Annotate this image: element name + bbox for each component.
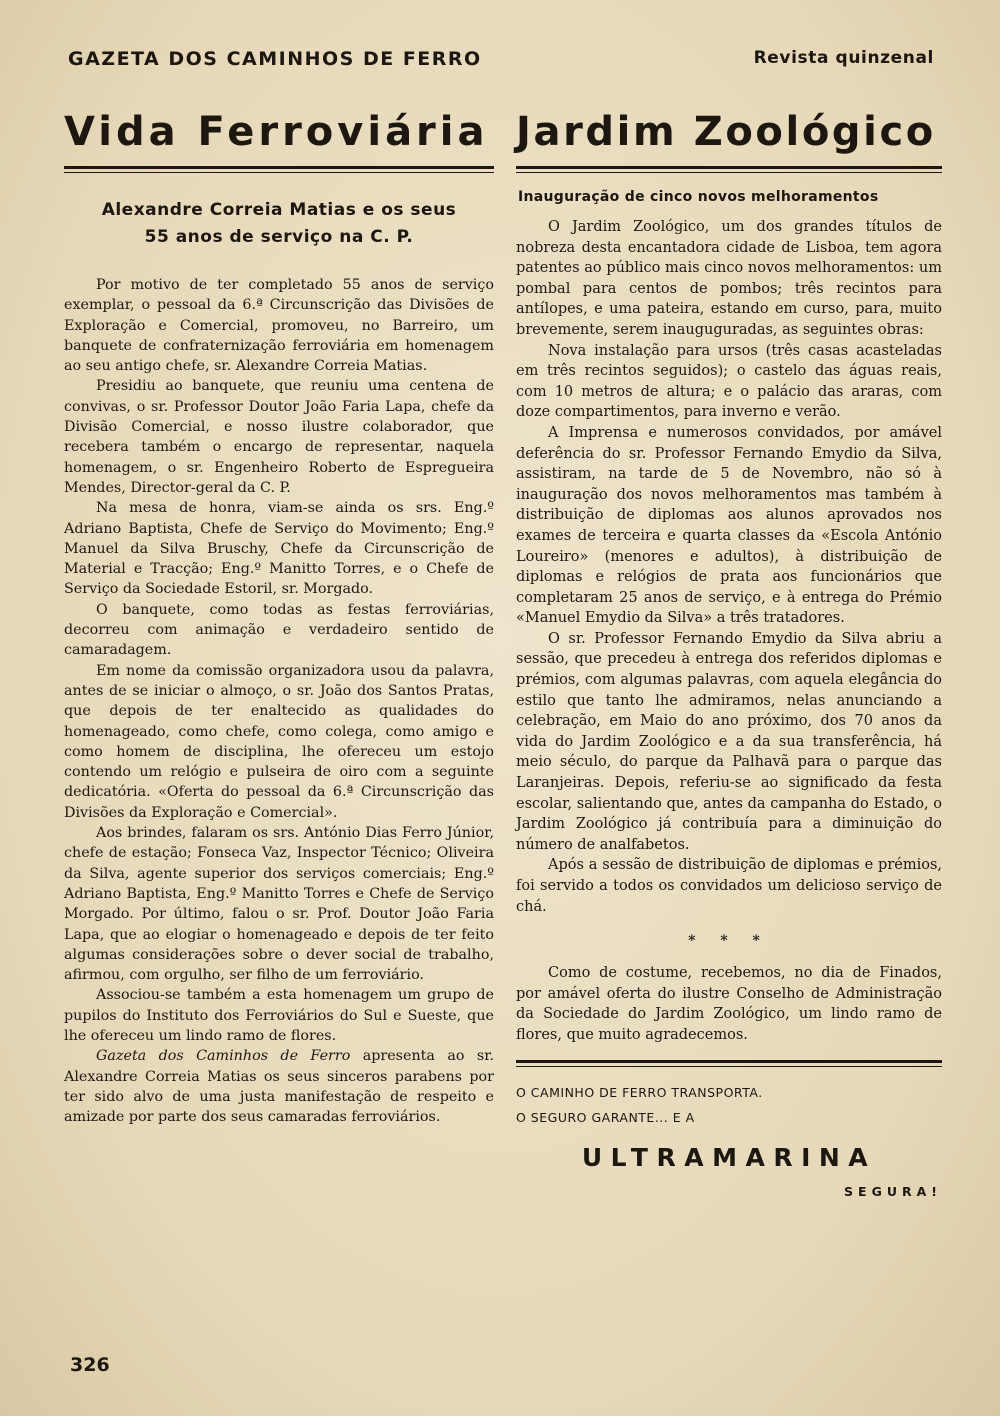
title-rule-thin (516, 172, 942, 173)
section-separator: * * * (688, 933, 770, 950)
thanks-note: Como de costume, recebemos, no dia de Finados, por amável oferta do ilustre Conselho de Administração da Sociedade do Jardim Zoológico, um lindo ramo de flores, que muito agradecemos. (516, 965, 942, 1043)
title-rule (64, 166, 494, 169)
article-title: Inauguração de cinco novos melhoramentos (518, 189, 879, 205)
paragraph: Por motivo de ter completado 55 anos de serviço exemplar, o pessoal da 6.ª Circunscrição das Divisões de Exploração e Comercial, promoveu, no Barreiro, um banquete de confraternização ferroviária em homenagem ao seu antigo chefe, sr. Alexandre Correia Matias. (64, 277, 494, 375)
title-rule-thin (64, 172, 494, 173)
right-column (516, 104, 942, 1199)
closing-paragraph (64, 1046, 494, 1127)
paragraph: Após a sessão de distribuição de diplomas e prémios, foi servido a todos os convidados um delicioso serviço de chá. (516, 857, 942, 915)
publication-name-italic: Gazeta dos Caminhos de Ferro (96, 1048, 351, 1065)
advert-slogan: SEGURA! (844, 1183, 942, 1199)
paragraph: Em nome da comissão organizadora usou da palavra, antes de se iniciar o almoço, o sr. João dos Santos Pratas, que depois de ter enaltecido as qualidades do homenageado, como chefe, como colega, como amigo e como homem de disciplina, lhe ofereceu um estojo contendo um relógio e pulseira de oiro com a seguinte dedicatória. «Oferta do pessoal da 6.ª Circunscrição das Divisões da Exploração e Comercial». (64, 662, 494, 821)
periodicity-label: Revista quinzenal (753, 48, 934, 68)
paragraph: O banquete, como todas as festas ferroviárias, decorreu com animação e verdadeiro sentido de camaradagem. (64, 601, 494, 659)
article-title-line: 55 anos de serviço na C. P. (144, 227, 414, 247)
closing-text: apresenta ao sr. Alexandre Correia Matias os seus sinceros parabens por ter sido alvo de uma justa manifestação de respeito e amizade por parte dos seus camaradas ferroviários. (64, 1048, 495, 1126)
paragraph: Presidiu ao banquete, que reuniu uma centena de convivas, o sr. Professor Doutor João Faria Lapa, chefe da Divisão Comercial, e nosso ilustre colaborador, que recebera também o encargo de representar, naquela homenagem, o sr. Engenheiro Roberto de Espregueira Mendes, Director-geral da C. P. (64, 378, 494, 496)
paragraph: O sr. Professor Fernando Emydio da Silva abriu a sessão, que precedeu à entrega dos referidos diplomas e prémios, com algumas palavras, com aquela elegância do estilo que tanto lhe admiramos, nelas anunciando a celebração, em Maio do ano próximo, dos 70 anos da vida do Jardim Zoológico e a da sua transferência, há meio século, do parque da Palhavã para o parque das Laranjeiras. Depois, referiu-se ao significado da festa escolar, salientando que, antes da campanha do Estado, o Jardim Zoológico já contribuía para a diminuição do número de analfabetos. (516, 630, 942, 853)
paragraph: A Imprensa e numerosos convidados, por amável deferência do sr. Professor Fernando Emydio da Silva, assistiram, na tarde de 5 de Novembro, não só à inauguração dos novos melhoramentos mas também à distribuição de diplomas aos alunos aprovados nos exames de terceira e quarta classes da «Escola António Loureiro» (menores e adultos), à distribuição de diplomas e relógios de prata aos funcionários que completaram 25 anos de serviço, e à entrega do Prémio «Manuel Emydio da Silva» a três tratadores. (516, 424, 942, 627)
advert-rule (516, 1060, 942, 1063)
advert-brand: ULTRAMARINA (581, 1142, 877, 1172)
left-column (64, 104, 494, 1127)
publication-title: GAZETA DOS CAMINHOS DE FERRO (68, 48, 482, 70)
paragraph: Associou-se também a esta homenagem um grupo de pupilos do Instituto dos Ferroviários do Sul e Sueste, que lhe ofereceu um lindo ramo de flores. (64, 987, 494, 1044)
paragraph: Nova instalação para ursos (três casas acasteladas em três recintos seguidos); o castelo das águas reais, com 10 metros de altura; e o palácio das araras, com doze compartimentos, para inverno e verão. (516, 342, 942, 421)
section-title-vida-ferroviaria: Vida Ferroviária (64, 109, 489, 155)
article-title-line: Alexandre Correia Matias e os seus (101, 200, 457, 220)
advert-rule-thin (516, 1066, 942, 1067)
section-title-jardim-zoologico: Jardim Zoológico (516, 109, 936, 155)
article-title (64, 197, 494, 251)
paragraph: Na mesa de honra, viam-se ainda os srs. Eng.º Adriano Baptista, Chefe de Serviço do Movimento; Eng.º Manuel da Silva Bruschy, Chefe da Circunscrição de Material e Tracção; Eng.º Manitto Torres, e o Chefe de Serviço da Sociedade Estoril, sr. Morgado. (64, 500, 494, 598)
advert-line: O SEGURO GARANTE... E A (516, 1109, 695, 1125)
paragraph: Aos brindes, falaram os srs. António Dias Ferro Júnior, chefe de estação; Fonseca Vaz, Inspector Técnico; Oliveira da Silva, agente superior dos serviços comerciais; Eng.º Adriano Baptista, Eng.º Manitto Torres e Chefe de Serviço Morgado. Por último, falou o sr. Prof. Doutor João Faria Lapa, que ao elogiar o homenageado e depois de ter feito algumas considerações sobre o dever social de trabalho, afirmou, com orgulho, ser filho de um ferroviário. (64, 825, 494, 984)
advert-line: O CAMINHO DE FERRO TRANSPORTA. (516, 1084, 763, 1100)
page-number: 326 (70, 1354, 110, 1376)
title-rule (516, 166, 942, 169)
advertisement (516, 1085, 942, 1199)
paragraph: O Jardim Zoológico, um dos grandes títulos de nobreza desta encantadora cidade de Lisboa, tem agora patentes ao público mais cinco novos melhoramentos: um pombal para centos de pombos; três recintos para antílopes, e uma pateira, estando em curso, para, muito brevemente, serem inauguguradas, as seguintes obras: (516, 219, 942, 338)
